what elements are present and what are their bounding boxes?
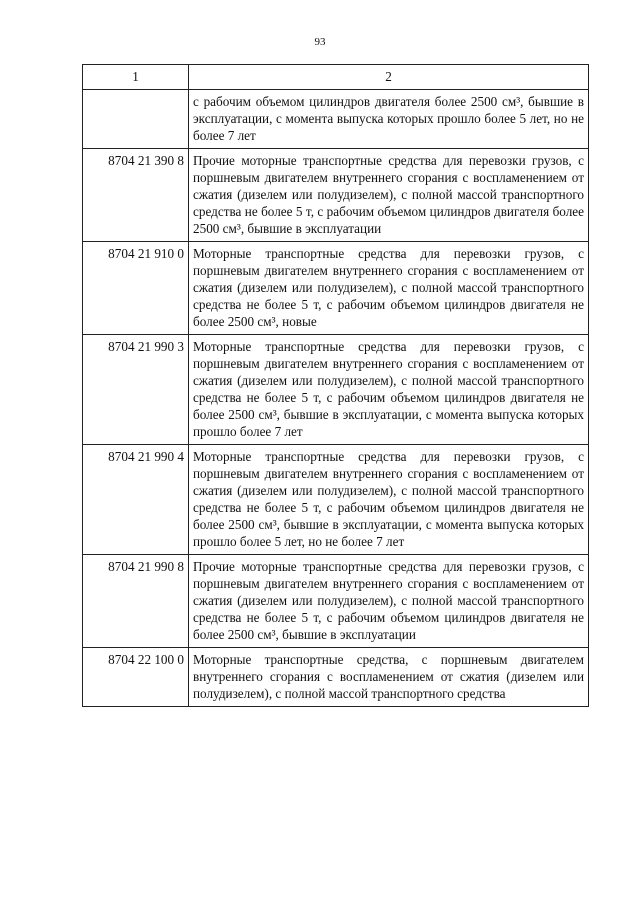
commodity-description: Моторные транспортные средства, с поршневым двигателем внутреннего сгорания с воспламенением от сжатия (дизелем или полудизелем), с полной массой транспортного средства [189,648,589,707]
page-number: 93 [314,36,326,48]
table-row [83,648,589,707]
table-row [83,242,589,335]
table-row [83,90,589,149]
commodity-description: Моторные транспортные средства для перевозки грузов, с поршневым двигателем внутреннего сгорания с воспламенением от сжатия (дизелем или полудизелем), с полной массой транспортного средства не более 5 т, с рабочим объемом цилиндров двигателя не более 2500 см³, новые [189,242,589,335]
table-row [83,335,589,445]
commodity-code: 8704 22 100 0 [83,648,189,707]
commodity-description: Прочие моторные транспортные средства для перевозки грузов, с поршневым двигателем внутреннего сгорания с воспламенением от сжатия (дизелем или полудизелем), с полной массой транспортного средства не более 5 т, с рабочим объемом цилиндров двигателя более 2500 см³, бывшие в эксплуатации [189,149,589,242]
commodity-description: с рабочим объемом цилиндров двигателя более 2500 см³, бывшие в эксплуатации, с момента выпуска которых прошло более 5 лет, но не более 7 лет [189,90,589,149]
commodity-description: Моторные транспортные средства для перевозки грузов, с поршневым двигателем внутреннего сгорания с воспламенением от сжатия (дизелем или полудизелем), с полной массой транспортного средства не более 5 т, с рабочим объемом цилиндров двигателя не более 2500 см³, бывшие в эксплуатации, с момента выпуска которых прошло более 5 лет, но не более 7 лет [189,445,589,555]
commodity-code: 8704 21 990 3 [83,335,189,445]
table-row [83,555,589,648]
commodity-code: 8704 21 390 8 [83,149,189,242]
commodity-code [83,90,189,149]
commodity-code: 8704 21 990 4 [83,445,189,555]
column-header-2: 2 [189,65,589,90]
commodity-description: Моторные транспортные средства для перевозки грузов, с поршневым двигателем внутреннего сгорания с воспламенением от сжатия (дизелем или полудизелем), с полной массой транспортного средства не более 5 т, с рабочим объемом цилиндров двигателя не более 2500 см³, бывшие в эксплуатации, с момента выпуска которых прошло более 7 лет [189,335,589,445]
column-header-1: 1 [83,65,189,90]
commodity-code: 8704 21 990 8 [83,555,189,648]
tariff-table [82,64,589,707]
table-row [83,445,589,555]
table-row [83,149,589,242]
commodity-code: 8704 21 910 0 [83,242,189,335]
commodity-description: Прочие моторные транспортные средства для перевозки грузов, с поршневым двигателем внутреннего сгорания с воспламенением от сжатия (дизелем или полудизелем), с полной массой транспортного средства не более 5 т, с рабочим объемом цилиндров двигателя не более 2500 см³, бывшие в эксплуатации [189,555,589,648]
table-header-row [83,65,589,90]
